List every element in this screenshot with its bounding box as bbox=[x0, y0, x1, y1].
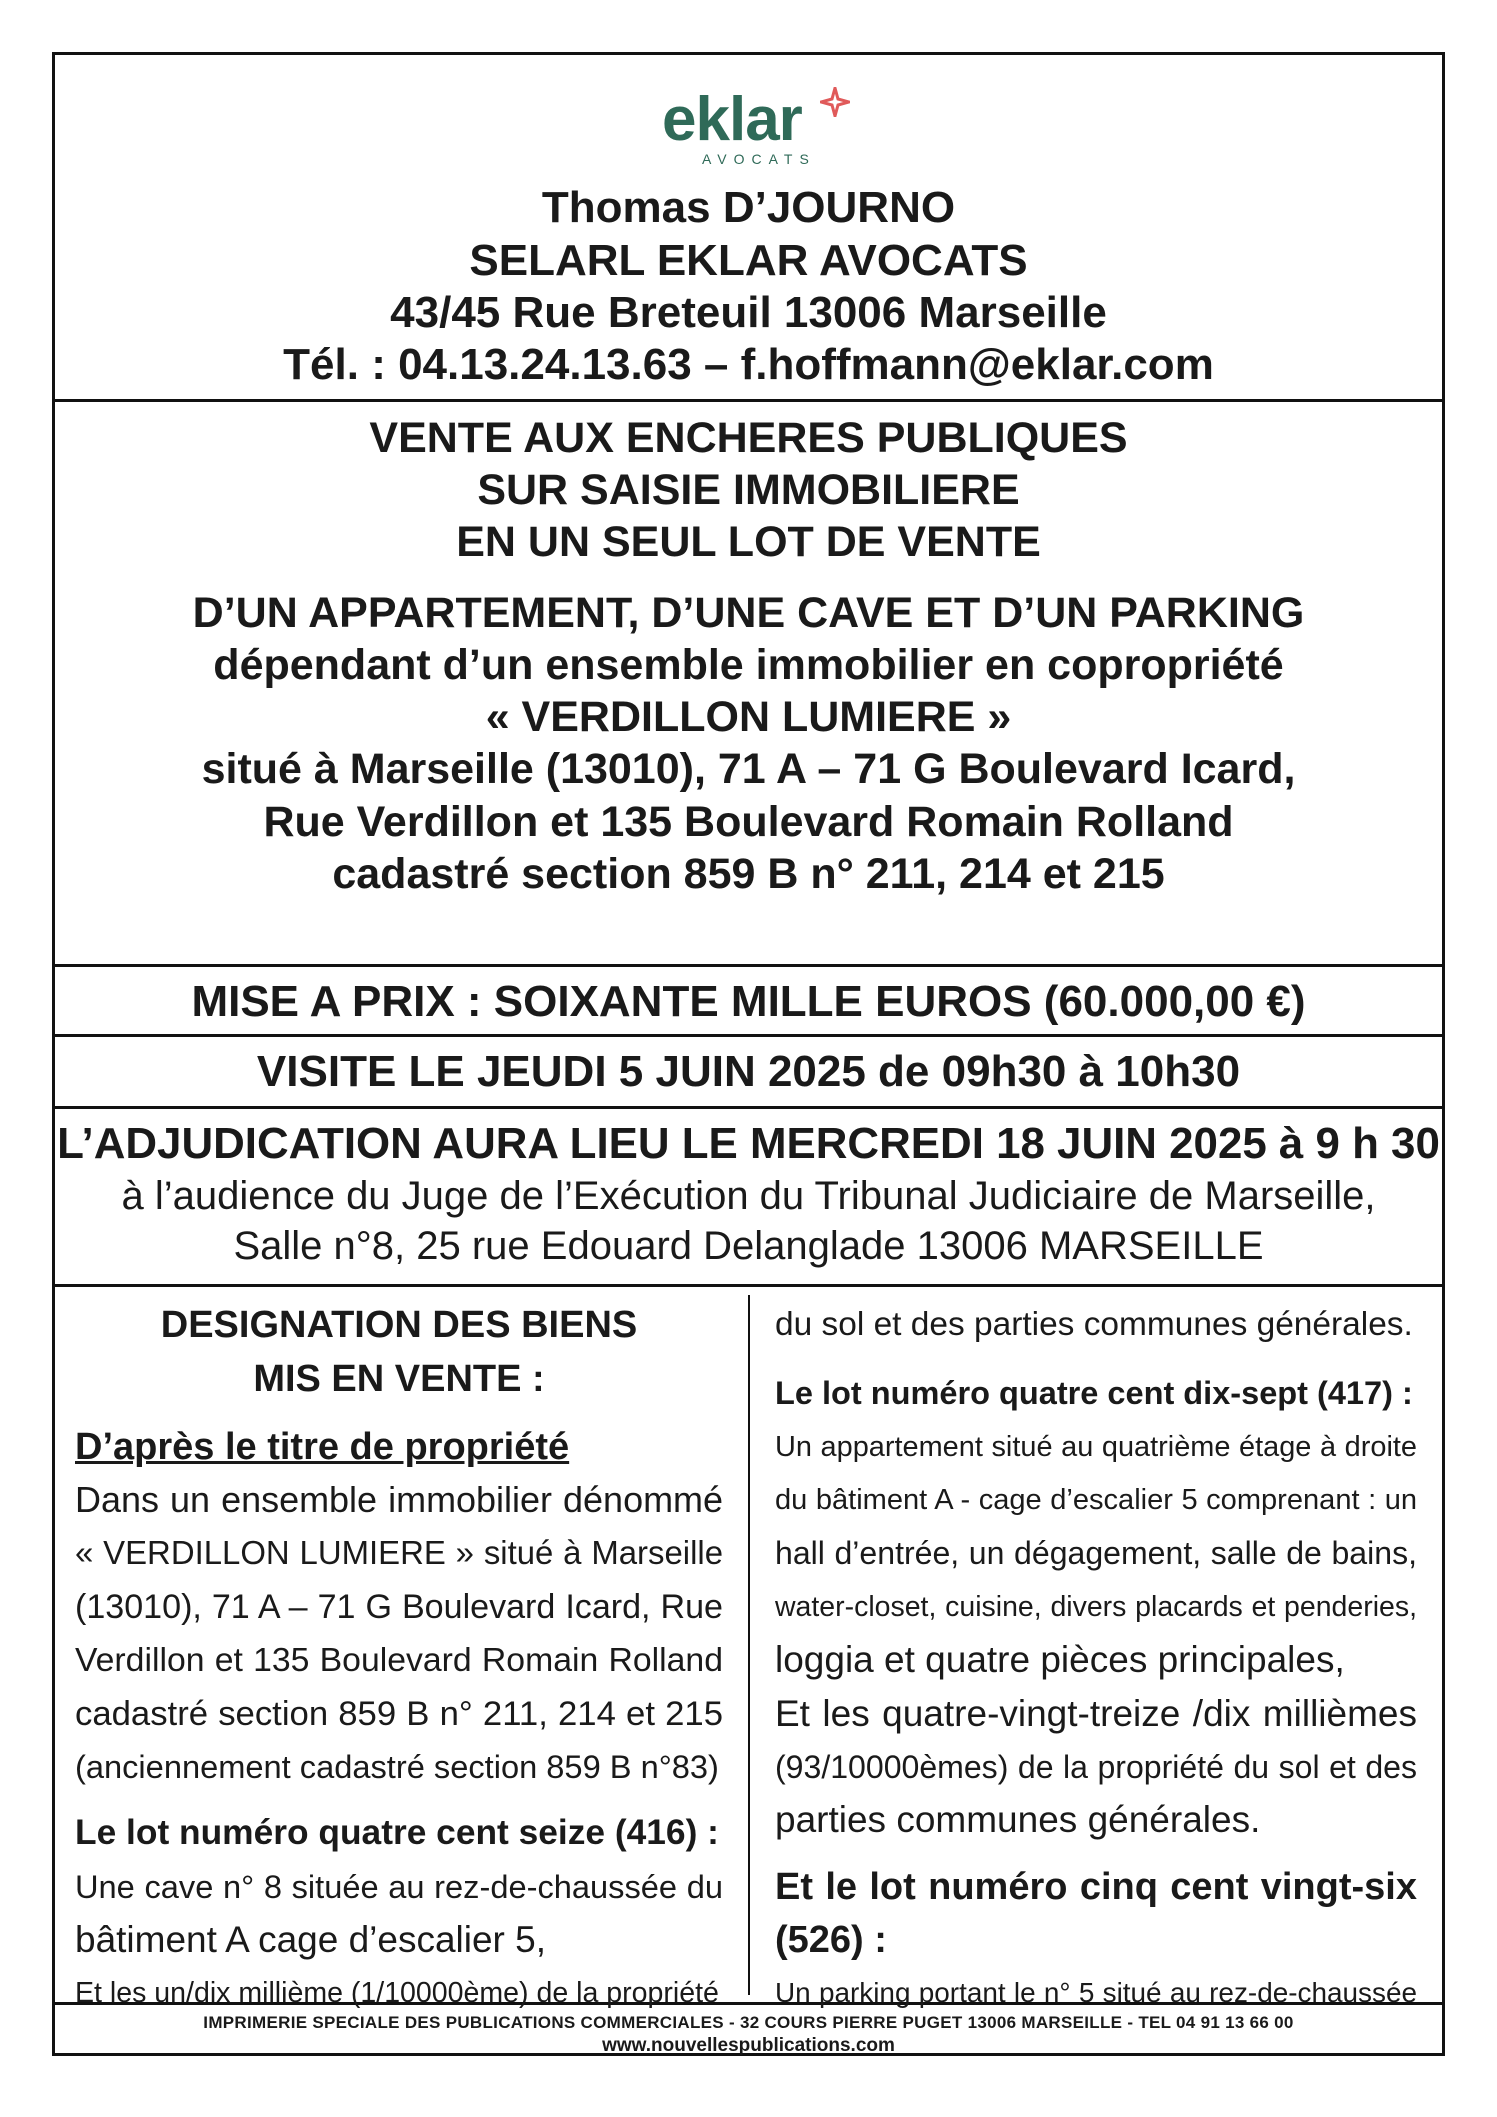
deed-line-5: cadastré section 859 B n° 211, 214 et 215 bbox=[75, 1695, 723, 1733]
title-line-1: VENTE AUX ENCHERES PUBLIQUES bbox=[369, 414, 1128, 462]
lot-526-heading-2: (526) : bbox=[775, 1919, 887, 1961]
firm-address: 43/45 Rue Breteuil 13006 Marseille bbox=[390, 288, 1107, 337]
title-line-7: situé à Marseille (13010), 71 A – 71 G Boulevard Icard, bbox=[201, 745, 1296, 793]
lot-417-line-6: Et les quatre-vingt-treize /dix millièmes bbox=[775, 1693, 1417, 1734]
deed-line-4: Verdillon et 135 Boulevard Romain Rolland bbox=[75, 1641, 723, 1679]
lot-526-heading-1: Et le lot numéro cinq cent vingt-six bbox=[775, 1866, 1417, 1908]
notice-frame bbox=[52, 52, 1445, 2056]
sale-title bbox=[55, 402, 1442, 967]
designation-heading-2: MIS EN VENTE : bbox=[253, 1358, 545, 1400]
starting-price: MISE A PRIX : SOIXANTE MILLE EUROS (60.000,00 €) bbox=[191, 977, 1306, 1026]
deed-line-1: Dans un ensemble immobilier dénommé bbox=[75, 1479, 723, 1520]
deed-line-6: (anciennement cadastré section 859 B n°83) bbox=[75, 1748, 719, 1785]
left-column bbox=[75, 1287, 723, 2009]
title-line-6: « VERDILLON LUMIERE » bbox=[485, 693, 1012, 741]
printer-details: IMPRIMERIE SPECIALE DES PUBLICATIONS COMMERCIALES - 32 COURS PIERRE PUGET 13006 MARSEILLE - TEL 04 91 13 66 00 bbox=[203, 2013, 1294, 2032]
lawyer-header bbox=[55, 55, 1442, 402]
lot-417-line-2: du bâtiment A - cage d’escalier 5 comprenant : un bbox=[775, 1484, 1417, 1516]
lot-417-line-8: parties communes générales. bbox=[775, 1799, 1261, 1840]
starting-price-box bbox=[55, 967, 1442, 1037]
designation-heading-1: DESIGNATION DES BIENS bbox=[160, 1304, 638, 1346]
adjudication-headline: L’ADJUDICATION AURA LIEU LE MERCREDI 18 JUIN 2025 à 9 h 30 bbox=[57, 1119, 1440, 1168]
lot-416-line-3: Et les un/dix millième (1/10000ème) de la propriété bbox=[75, 1977, 719, 2009]
right-column bbox=[775, 1287, 1417, 2008]
title-line-2: SUR SAISIE IMMOBILIERE bbox=[477, 466, 1020, 514]
lot-416-line-1: Une cave n° 8 située au rez-de-chaussée du bbox=[75, 1868, 723, 1905]
lot-416-line-2: bâtiment A cage d’escalier 5, bbox=[75, 1919, 547, 1960]
deed-line-3: (13010), 71 A – 71 G Boulevard Icard, Rue bbox=[75, 1588, 723, 1626]
logo-subtitle: AVOCATS bbox=[702, 151, 816, 167]
firm-name: SELARL EKLAR AVOCATS bbox=[469, 236, 1028, 285]
eklar-logo bbox=[662, 85, 882, 165]
firm-contact: Tél. : 04.13.24.13.63 – f.hoffmann@eklar.com bbox=[283, 340, 1214, 389]
lot-417-line-3: hall d’entrée, un dégagement, salle de bains, bbox=[775, 1535, 1417, 1571]
deed-line-2: « VERDILLON LUMIERE » situé à Marseille bbox=[75, 1534, 723, 1571]
designation-section bbox=[55, 1287, 1442, 2009]
adjudication-room: Salle n°8, 25 rue Edouard Delanglade 13006 MARSEILLE bbox=[233, 1224, 1264, 1268]
lot-526-line-1: Un parking portant le n° 5 situé au rez-de-chaussée bbox=[775, 1977, 1417, 2008]
adjudication-court: à l’audience du Juge de l’Exécution du Tribunal Judiciaire de Marseille, bbox=[121, 1174, 1376, 1218]
sparkle-icon bbox=[820, 87, 850, 117]
lot-416-heading: Le lot numéro quatre cent seize (416) : bbox=[75, 1813, 719, 1852]
lot-417-line-7: (93/10000èmes) de la propriété du sol et des bbox=[775, 1749, 1417, 1785]
title-line-8: Rue Verdillon et 135 Boulevard Romain Rolland bbox=[263, 798, 1234, 846]
printer-website: www.nouvellespublications.com bbox=[602, 2035, 895, 2056]
lot-417-heading: Le lot numéro quatre cent dix-sept (417) : bbox=[775, 1375, 1413, 1411]
title-deed-subheading: D’après le titre de propriété bbox=[75, 1426, 570, 1468]
title-line-5: dépendant d’un ensemble immobilier en copropriété bbox=[213, 641, 1284, 689]
adjudication-box bbox=[55, 1109, 1442, 1287]
column-divider bbox=[748, 1295, 750, 1995]
printer-footer bbox=[55, 2005, 1442, 2055]
title-line-3: EN UN SEUL LOT DE VENTE bbox=[456, 518, 1041, 566]
title-line-9: cadastré section 859 B n° 211, 214 et 215 bbox=[332, 850, 1165, 898]
title-line-4: D’UN APPARTEMENT, D’UNE CAVE ET D’UN PARKING bbox=[192, 589, 1305, 637]
lot-416-continuation: du sol et des parties communes générales. bbox=[775, 1306, 1413, 1343]
lot-417-line-5: loggia et quatre pièces principales, bbox=[775, 1639, 1345, 1680]
lot-417-line-1: Un appartement situé au quatrième étage à droite bbox=[775, 1431, 1417, 1463]
lawyer-name: Thomas D’JOURNO bbox=[541, 183, 956, 232]
visit-box bbox=[55, 1037, 1442, 1109]
lot-417-line-4: water-closet, cuisine, divers placards et penderies, bbox=[775, 1591, 1417, 1623]
logo-word: eklar bbox=[662, 85, 802, 154]
visit-date: VISITE LE JEUDI 5 JUIN 2025 de 09h30 à 10h30 bbox=[256, 1047, 1241, 1096]
